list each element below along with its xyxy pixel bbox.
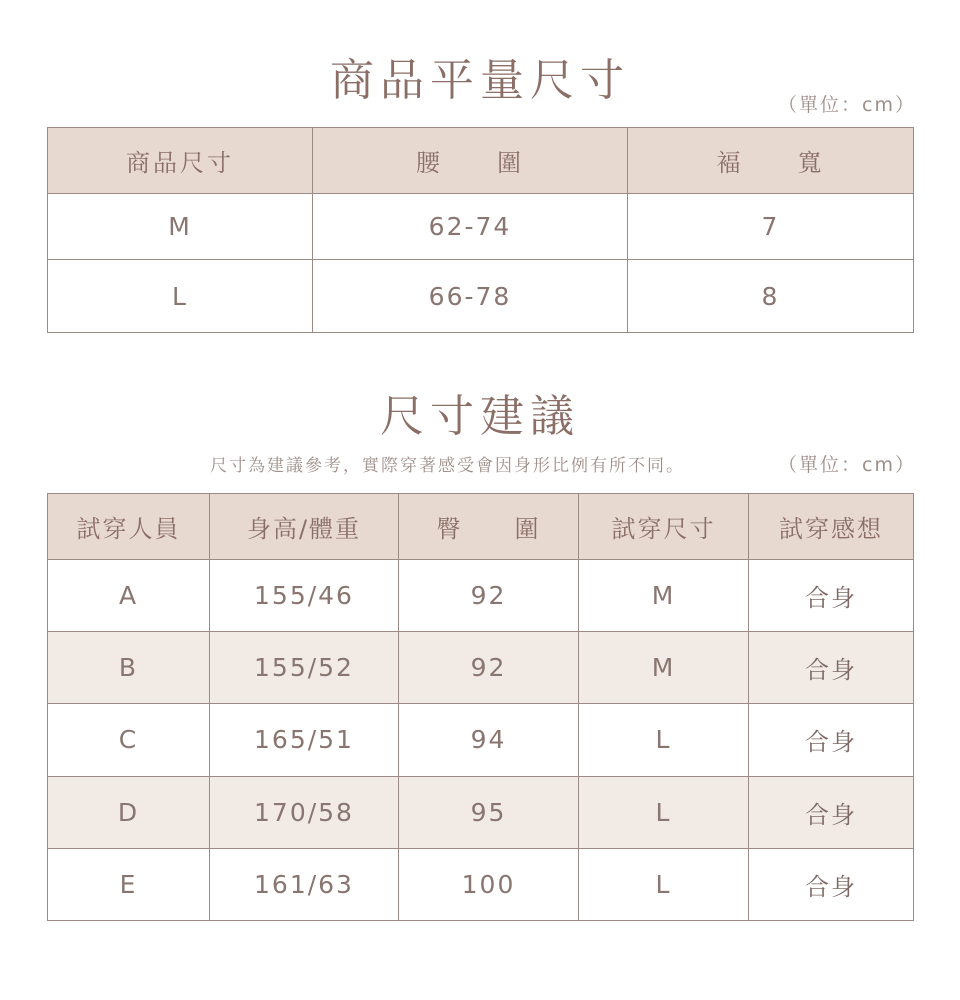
size-suggestion-note: 尺寸為建議參考，實際穿著感受會因身形比例有所不同。 xyxy=(210,456,685,476)
cell-size: M xyxy=(48,194,313,260)
cell-waist: 66-78 xyxy=(313,260,628,333)
cell-hip: 92 xyxy=(399,560,579,632)
table-row xyxy=(48,260,914,333)
cell-height-weight: 155/46 xyxy=(210,560,399,632)
cell-hem-width: 7 xyxy=(628,194,914,260)
size-chart-table xyxy=(47,127,914,333)
cell-fit-feedback: 合身 xyxy=(749,632,914,704)
header-hem-width: 褔 寬 xyxy=(628,128,914,194)
cell-tried-size: M xyxy=(579,560,749,632)
header-fit-feedback: 試穿感想 xyxy=(749,494,914,560)
cell-tester: E xyxy=(48,848,210,920)
size-chart-unit-label: （單位：cm） xyxy=(778,94,916,116)
cell-height-weight: 165/51 xyxy=(210,704,399,776)
header-height-weight: 身高/體重 xyxy=(210,494,399,560)
cell-hip: 100 xyxy=(399,848,579,920)
size-chart-title: 商品平量尺寸 xyxy=(330,55,630,106)
cell-fit-feedback: 合身 xyxy=(749,776,914,848)
table-header-row xyxy=(48,494,914,560)
table-row xyxy=(48,632,914,704)
fit-suggestion-table xyxy=(47,493,914,921)
cell-tried-size: L xyxy=(579,704,749,776)
cell-waist: 62-74 xyxy=(313,194,628,260)
size-suggestion-title: 尺寸建議 xyxy=(380,391,580,442)
size-suggestion-unit-label: （單位：cm） xyxy=(778,454,916,476)
cell-tester: C xyxy=(48,704,210,776)
table-row xyxy=(48,704,914,776)
header-hip: 臀 圍 xyxy=(399,494,579,560)
cell-fit-feedback: 合身 xyxy=(749,848,914,920)
table-row xyxy=(48,560,914,632)
header-tester: 試穿人員 xyxy=(48,494,210,560)
cell-height-weight: 161/63 xyxy=(210,848,399,920)
cell-hip: 95 xyxy=(399,776,579,848)
cell-tried-size: L xyxy=(579,848,749,920)
cell-height-weight: 155/52 xyxy=(210,632,399,704)
cell-size: L xyxy=(48,260,313,333)
cell-tester: A xyxy=(48,560,210,632)
cell-tester: D xyxy=(48,776,210,848)
cell-tried-size: M xyxy=(579,632,749,704)
cell-tester: B xyxy=(48,632,210,704)
table-row xyxy=(48,194,914,260)
header-tried-size: 試穿尺寸 xyxy=(579,494,749,560)
cell-hip: 94 xyxy=(399,704,579,776)
header-product-size: 商品尺寸 xyxy=(48,128,313,194)
cell-hem-width: 8 xyxy=(628,260,914,333)
table-header-row xyxy=(48,128,914,194)
cell-fit-feedback: 合身 xyxy=(749,560,914,632)
cell-tried-size: L xyxy=(579,776,749,848)
table-row xyxy=(48,848,914,920)
cell-fit-feedback: 合身 xyxy=(749,704,914,776)
table-row xyxy=(48,776,914,848)
cell-hip: 92 xyxy=(399,632,579,704)
header-waist: 腰 圍 xyxy=(313,128,628,194)
cell-height-weight: 170/58 xyxy=(210,776,399,848)
